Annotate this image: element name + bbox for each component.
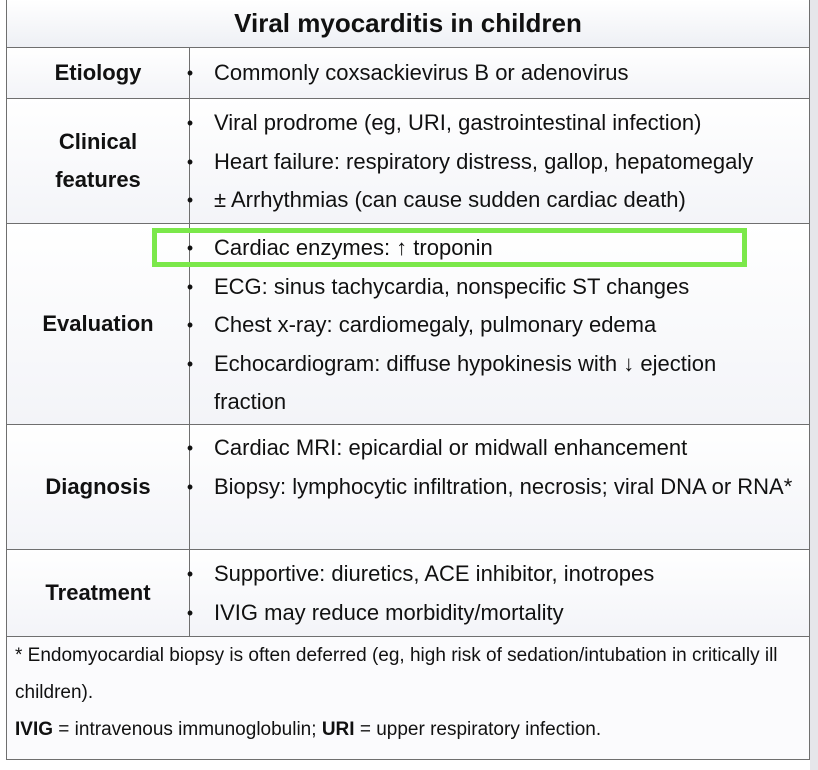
abbr-term: URI [321,719,355,740]
table-frame [6,0,810,760]
abbr-term: IVIG [15,719,54,740]
list-item: • Supportive: diuretics, ACE inhibitor, inotropes [190,555,809,594]
list-item: • Cardiac enzymes: ↑ troponin [190,229,809,268]
table-title: Viral myocarditis in children [7,0,809,48]
bullet: • [186,113,194,133]
bullet: • [186,438,194,458]
list-item: • ± Arrhythmias (can cause sudden cardiac death) [190,181,809,220]
bullet: • [186,151,194,172]
list-item: • ECG: sinus tachycardia, nonspecific ST changes [190,268,809,307]
bullet: • [186,238,194,258]
row-clinical-features [7,99,809,224]
row-items [186,54,809,93]
list-item: • Echocardiogram: diffuse hypokinesis with ↓ ejection fraction [190,345,774,422]
bullet: • [186,190,194,210]
bullet: • [186,63,194,83]
row-label: Diagnosis [7,425,190,549]
list-item: • Biopsy: lymphocytic infiltration, necrosis; viral DNA or RNA* [190,468,794,507]
abbr-definition: = upper respiratory infection. [354,719,602,740]
list-item: • Commonly coxsackievirus B or adenovirus [190,54,809,93]
row-label: Evaluation [7,224,190,424]
row-treatment [7,550,809,637]
row-items [186,229,809,422]
row-evaluation [7,224,809,425]
abbr-definition: = intravenous immunoglobulin; [53,719,322,740]
list-item: • Cardiac MRI: epicardial or midwall enhancement [190,429,809,468]
bullet: • [186,564,194,584]
bullet: • [186,276,194,297]
row-etiology [7,48,809,99]
table-footnote [7,637,809,748]
list-item: • Chest x-ray: cardiomegaly, pulmonary edema [190,306,809,345]
list-item: • Viral prodrome (eg, URI, gastrointestinal infection) [190,104,809,143]
row-items [186,429,809,506]
bullet: • [186,353,194,374]
abbreviations [15,711,801,748]
bullet: • [186,315,194,335]
row-label: Etiology [7,48,190,98]
window-edge [810,0,818,770]
list-item: • IVIG may reduce morbidity/mortality [190,594,809,633]
row-label: Treatment [7,550,190,636]
bullet: • [186,476,194,497]
bullet: • [186,602,194,623]
list-item: • Heart failure: respiratory distress, gallop, hepatomegaly [190,143,809,182]
row-label: Clinical features [7,99,190,223]
row-items [186,555,809,632]
row-items [186,104,809,220]
row-diagnosis [7,425,809,550]
footnote-text: * Endomyocardial biopsy is often deferred (eg, high risk of sedation/intubation in critically ill children). [15,645,778,703]
